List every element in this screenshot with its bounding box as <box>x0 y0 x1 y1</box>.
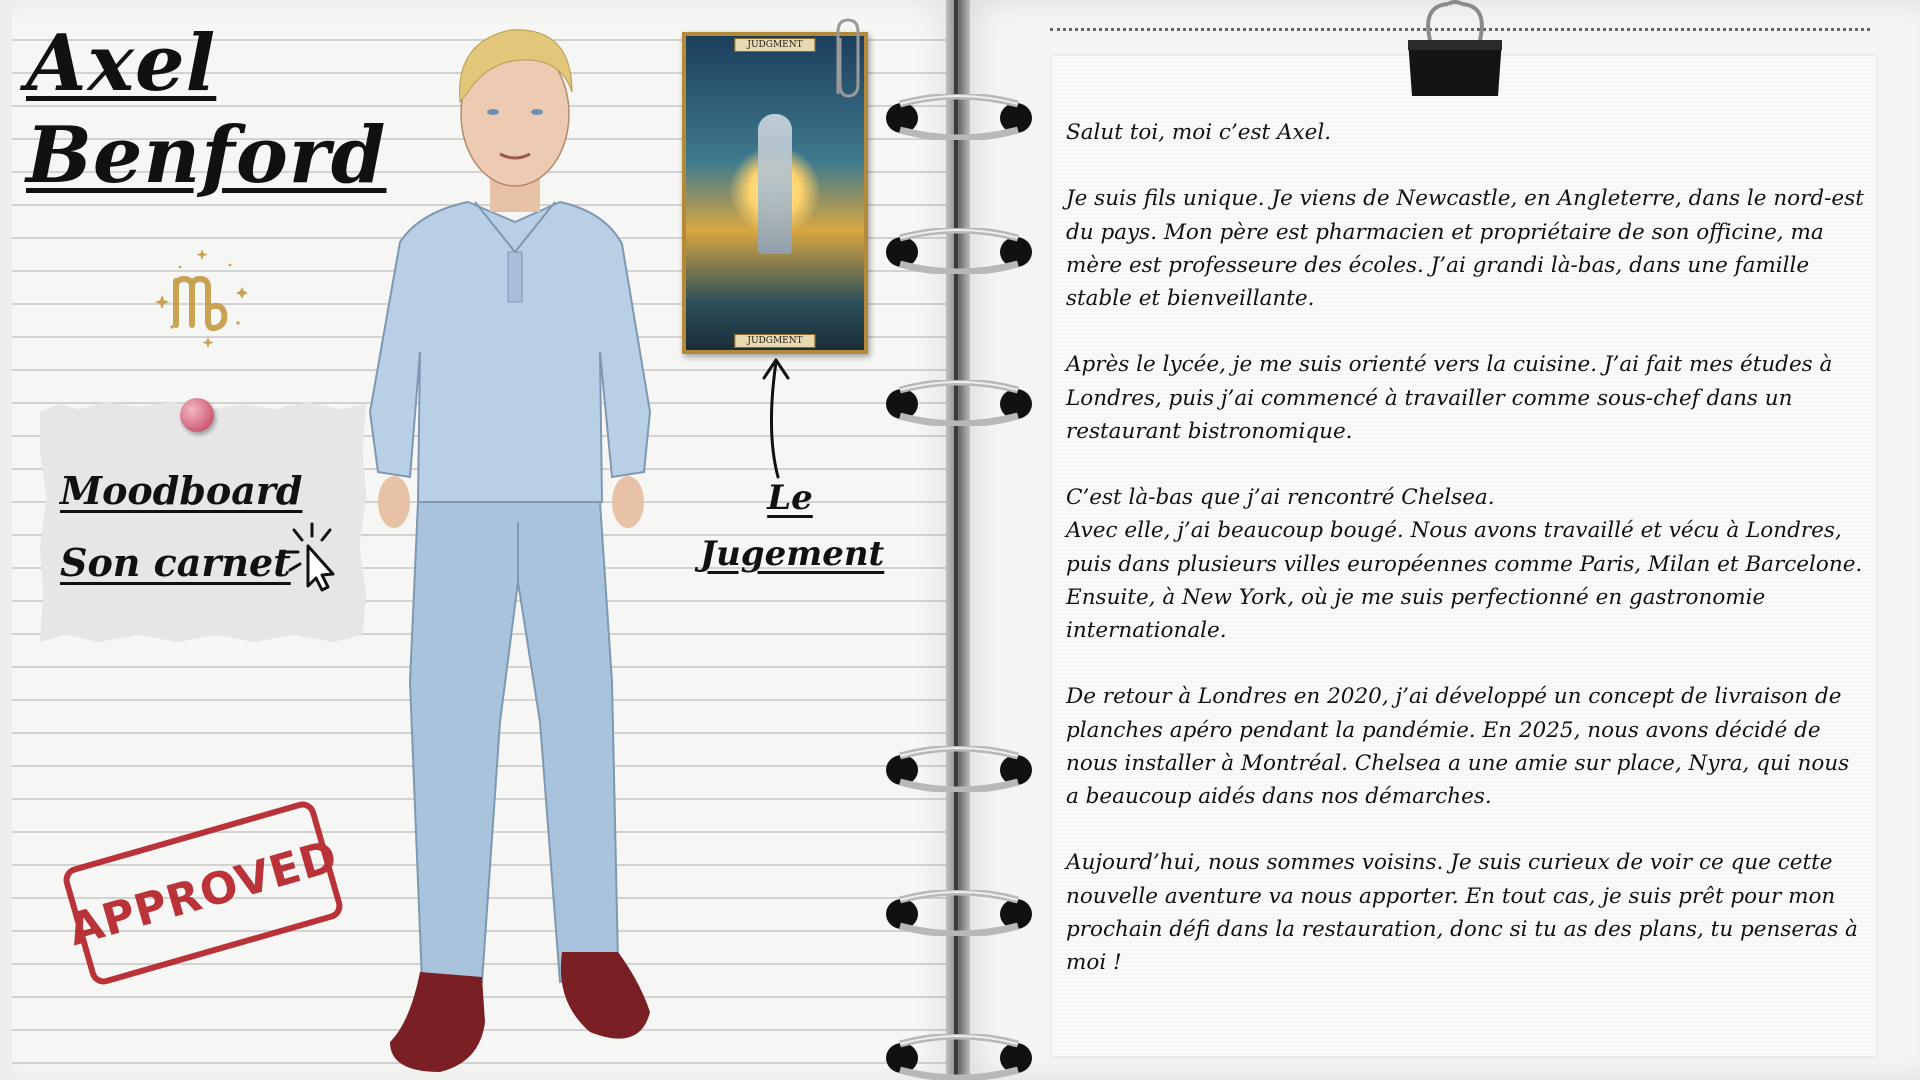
first-name: Axel <box>26 18 217 109</box>
letter-paragraph: C’est là-bas que j’ai rencontré Chelsea. Avec elle, j’ai beaucoup bougé. Nous avons travaillé et vécu à Londres, puis dans plusieurs villes européennes comme Paris, Milan et Barcelone. Ensuite, à New York, où je me suis perfectionné en gastronomie internationale. <box>1066 485 1863 643</box>
binder-ring <box>880 1034 1038 1080</box>
caption-line-2: Jugement <box>700 534 885 574</box>
binder-ring <box>880 746 1038 792</box>
tarot-caption <box>700 470 885 582</box>
card-top-label: JUDGMENT <box>734 38 815 52</box>
son-carnet-link[interactable]: Son carnet <box>60 540 291 585</box>
letter-paragraph: Après le lycée, je me suis orienté vers la cuisine. J’ai fait mes études à Londres, puis j’ai commencé à travailler comme sous-chef dans un restaurant bistronomique. <box>1066 352 1833 444</box>
character-name <box>26 18 386 202</box>
letter-paragraph: Je suis fils unique. Je viens de Newcastle, en Angleterre, dans le nord-est du pays. Mon père est pharmacien et propriétaire de son officine, ma mère est professeure des écoles. J’ai grandi là-bas, dans une famille stable et bienveillante. <box>1066 186 1864 311</box>
binder-ring <box>880 380 1038 426</box>
binder-ring <box>880 228 1038 274</box>
paperclip-icon <box>828 14 862 104</box>
binder-ring <box>880 94 1038 140</box>
character-illustration <box>350 22 690 1080</box>
virgo-icon <box>150 245 260 355</box>
binder-clip-icon <box>1400 0 1510 100</box>
letter-paragraph: Salut toi, moi c’est Axel. <box>1066 120 1332 145</box>
card-bottom-label: JUDGMENT <box>734 334 815 348</box>
arrow-up-icon <box>752 352 802 482</box>
click-cursor-icon <box>282 522 344 592</box>
caption-line-1: Le <box>767 478 813 518</box>
approved-stamp: APPROVED <box>60 798 345 987</box>
letter-text <box>1066 116 1866 979</box>
letter-paragraph: De retour à Londres en 2020, j’ai développé un concept de livraison de planches apéro pendant la pandémie. En 2025, nous avons décidé de nous installer à Montréal. Chelsea a une amie sur place, Nyra, qui nous a beaucoup aidés dans nos démarches. <box>1066 684 1850 809</box>
letter-paragraph: Aujourd’hui, nous sommes voisins. Je suis curieux de voir ce que cette nouvelle aventure va nous apporter. En tout cas, je suis prêt pour mon prochain défi dans la restauration, donc si tu as des plans, tu penseras à moi ! <box>1066 850 1858 975</box>
moodboard-link[interactable]: Moodboard <box>60 468 303 513</box>
angel-figure <box>758 114 792 254</box>
binder-ring <box>880 890 1038 936</box>
pushpin-icon <box>180 398 214 432</box>
last-name: Benford <box>26 110 387 201</box>
